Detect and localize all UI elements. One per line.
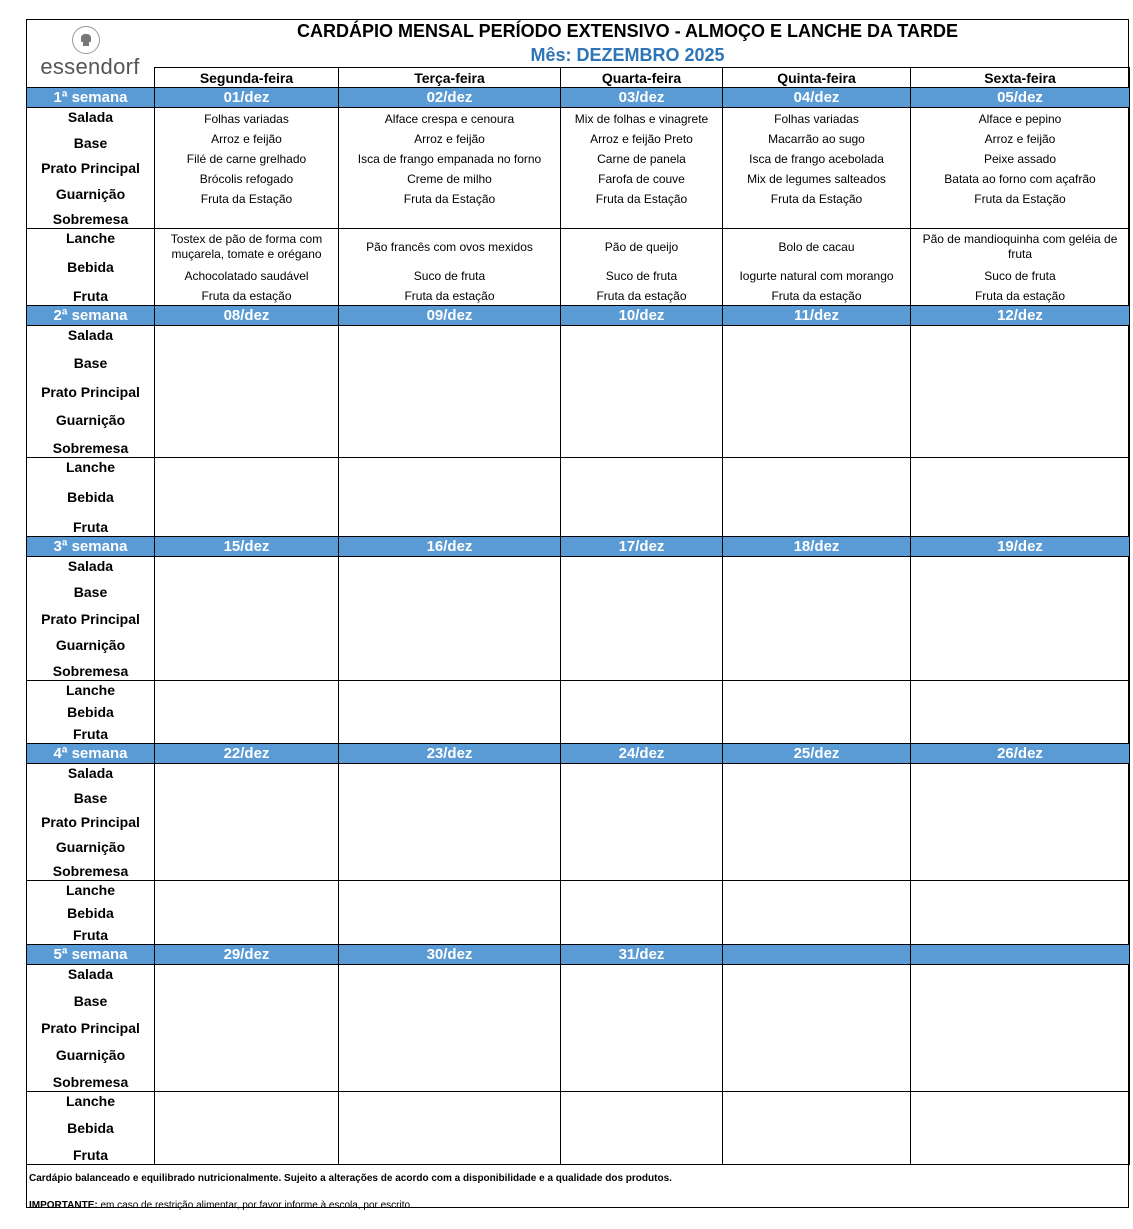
week-label: 1ª semana (27, 88, 155, 108)
label-sobremesa: Sobremesa (52, 863, 129, 879)
important-text: em caso de restrição alimentar, por favor informe à escola, por escrito. (97, 1200, 413, 1211)
snack-cell (339, 229, 561, 306)
label-lanche: Lanche (65, 882, 115, 898)
label-prato: Prato Principal (41, 814, 140, 830)
lunch-cell (723, 764, 911, 881)
label-sobremesa: Sobremesa (52, 211, 129, 227)
date-cell (911, 945, 1130, 965)
week-label: 4ª semana (27, 744, 155, 764)
date-cell: 08/dez (155, 306, 339, 326)
snack-cell (723, 681, 911, 744)
lunch-cell (911, 764, 1130, 881)
lunch-row (27, 326, 1130, 458)
lunch-row (27, 557, 1130, 681)
snack-labels (27, 881, 155, 945)
date-cell: 24/dez (561, 744, 723, 764)
date-cell (723, 945, 911, 965)
snack-cell (911, 1092, 1130, 1165)
fruit-item: Fruta da estação (201, 289, 292, 303)
date-cell: 11/dez (723, 306, 911, 326)
snack-cell (911, 458, 1130, 537)
menu-item: Creme de milho (407, 172, 492, 186)
menu-item: Fruta da Estação (595, 192, 688, 206)
date-cell: 10/dez (561, 306, 723, 326)
menu-item: Fruta da Estação (974, 192, 1066, 206)
lunch-cell (339, 965, 561, 1092)
fruit-item: Fruta da estação (771, 289, 862, 303)
menu-item: Alface crespa e cenoura (384, 112, 515, 126)
snack-cell (339, 881, 561, 945)
menu-item: Fruta da Estação (403, 192, 496, 206)
label-lanche: Lanche (65, 682, 115, 698)
date-cell: 03/dez (561, 88, 723, 108)
lunch-cell (723, 108, 911, 229)
snack-cell (911, 229, 1130, 306)
date-cell: 23/dez (339, 744, 561, 764)
lunch-cell (155, 557, 339, 681)
weekday-header-row (27, 68, 1130, 88)
fruit-item: Fruta da estação (974, 289, 1066, 303)
chef-hat-icon (72, 26, 100, 54)
lunch-cell (723, 965, 911, 1092)
date-cell: 19/dez (911, 537, 1130, 557)
snack-labels (27, 458, 155, 537)
snack-row (27, 881, 1130, 945)
label-salada: Salada (67, 966, 114, 982)
lunch-cell (561, 965, 723, 1092)
snack-cell (723, 458, 911, 537)
menu-item: Farofa de couve (598, 172, 685, 186)
snack-cell (339, 1092, 561, 1165)
brand-name: essendorf (40, 54, 140, 79)
drink-item: Iogurte natural com morango (739, 269, 894, 283)
label-guarnicao: Guarnição (55, 838, 126, 855)
lunch-cell (339, 557, 561, 681)
lunch-cell (723, 557, 911, 681)
lunch-cell (155, 326, 339, 458)
date-cell: 29/dez (155, 945, 339, 965)
label-guarnicao: Guarnição (55, 411, 126, 428)
menu-item: Arroz e feijão Preto (590, 132, 693, 146)
lunch-cell (155, 764, 339, 881)
week-label: 5ª semana (27, 945, 155, 965)
lunch-cell (723, 326, 911, 458)
menu-item: Arroz e feijão (211, 132, 282, 146)
lunch-cell (911, 326, 1130, 458)
snack-row (27, 229, 1130, 306)
snack-row (27, 1092, 1130, 1165)
date-cell: 04/dez (723, 88, 911, 108)
snack-item: Bolo de cacau (778, 239, 855, 254)
date-cell: 25/dez (723, 744, 911, 764)
lunch-cell (155, 965, 339, 1092)
snack-cell (339, 681, 561, 744)
date-cell: 26/dez (911, 744, 1130, 764)
snack-row (27, 681, 1130, 744)
lunch-row (27, 108, 1130, 229)
label-sobremesa: Sobremesa (52, 440, 129, 456)
menu-item: Mix de folhas e vinagrete (574, 112, 709, 126)
weekday-header: Terça-feira (339, 68, 561, 88)
menu-item: Batata ao forno com açafrão (944, 172, 1096, 186)
snack-cell (155, 681, 339, 744)
menu-item: Fruta da Estação (770, 192, 863, 206)
snack-cell (911, 681, 1130, 744)
label-sobremesa: Sobremesa (52, 1074, 129, 1090)
snack-cell (339, 458, 561, 537)
menu-item: Brócolis refogado (199, 172, 294, 186)
date-cell: 09/dez (339, 306, 561, 326)
snack-item: Pão francês com ovos mexidos (366, 239, 533, 254)
date-cell: 15/dez (155, 537, 339, 557)
weekday-header: Quinta-feira (723, 68, 911, 88)
header-corner (27, 68, 155, 88)
label-base: Base (73, 134, 108, 151)
label-prato: Prato Principal (41, 383, 140, 400)
label-lanche: Lanche (65, 230, 115, 246)
label-prato: Prato Principal (41, 160, 140, 176)
lunch-labels (27, 965, 155, 1092)
label-fruta: Fruta (73, 288, 108, 304)
lunch-cell (339, 764, 561, 881)
menu-item: Isca de frango empanada no forno (357, 152, 542, 166)
week-row (27, 537, 1130, 557)
snack-labels (27, 1092, 155, 1165)
label-salada: Salada (67, 558, 114, 574)
label-guarnicao: Guarnição (55, 1047, 126, 1063)
menu-item: Isca de frango acebolada (749, 152, 884, 166)
snack-cell (723, 229, 911, 306)
label-bebida: Bebida (67, 489, 114, 505)
label-fruta: Fruta (73, 1147, 108, 1163)
weekday-header: Sexta-feira (911, 68, 1130, 88)
label-base: Base (73, 789, 108, 806)
drink-item: Suco de fruta (984, 269, 1056, 283)
label-prato: Prato Principal (41, 1020, 140, 1036)
label-fruta: Fruta (73, 726, 108, 742)
label-fruta: Fruta (73, 519, 108, 535)
page-title: CARDÁPIO MENSAL PERÍODO EXTENSIVO - ALMOÇO E LANCHE DA TARDE (296, 21, 959, 41)
lunch-cell (339, 326, 561, 458)
menu-item: Arroz e feijão (984, 132, 1056, 146)
snack-item: Tostex de pão de forma com muçarela, tomate e orégano (170, 232, 323, 261)
label-salada: Salada (67, 109, 114, 125)
label-lanche: Lanche (65, 459, 115, 475)
date-cell: 16/dez (339, 537, 561, 557)
lunch-labels (27, 557, 155, 681)
snack-cell (561, 881, 723, 945)
lunch-labels (27, 108, 155, 229)
menu-item: Alface e pepino (978, 112, 1062, 126)
week-row (27, 945, 1130, 965)
week-label: 2ª semana (27, 306, 155, 326)
snack-cell (155, 458, 339, 537)
date-cell: 12/dez (911, 306, 1130, 326)
date-cell: 30/dez (339, 945, 561, 965)
snack-cell (561, 681, 723, 744)
snack-cell (561, 458, 723, 537)
lunch-labels (27, 764, 155, 881)
footer-important (29, 1200, 413, 1211)
menu-table (26, 67, 1130, 1165)
label-sobremesa: Sobremesa (52, 663, 129, 679)
snack-labels (27, 681, 155, 744)
label-bebida: Bebida (67, 1120, 114, 1136)
footer-note: Cardápio balanceado e equilibrado nutricionalmente. Sujeito a alterações de acordo com a disponibilidade e a qualidade dos produtos. (29, 1173, 672, 1184)
label-prato: Prato Principal (41, 610, 140, 627)
label-bebida: Bebida (67, 904, 114, 921)
lunch-cell (561, 557, 723, 681)
lunch-cell (155, 108, 339, 229)
lunch-cell (561, 326, 723, 458)
page-subtitle: Mês: DEZEMBRO 2025 (530, 45, 725, 65)
lunch-cell (339, 108, 561, 229)
date-cell: 17/dez (561, 537, 723, 557)
menu-item: Filé de carne grelhado (186, 152, 307, 166)
snack-item: Pão de mandioquinha com geléia de fruta (922, 232, 1118, 261)
snack-item: Pão de queijo (604, 239, 679, 254)
fruit-item: Fruta da estação (404, 289, 495, 303)
menu-item: Folhas variadas (204, 112, 289, 126)
important-label: IMPORTANTE: (29, 1200, 98, 1211)
lunch-row (27, 764, 1130, 881)
lunch-labels (27, 326, 155, 458)
menu-item: Arroz e feijão (414, 132, 485, 146)
lunch-cell (911, 108, 1130, 229)
weekday-header: Segunda-feira (155, 68, 339, 88)
menu-item: Mix de legumes salteados (747, 172, 886, 186)
fruit-item: Fruta da estação (596, 289, 687, 303)
label-base: Base (73, 993, 108, 1009)
snack-cell (723, 1092, 911, 1165)
snack-cell (155, 229, 339, 306)
label-base: Base (73, 584, 108, 601)
menu-item: Peixe assado (983, 152, 1057, 166)
menu-item: Macarrão ao sugo (768, 132, 865, 146)
week-row (27, 306, 1130, 326)
date-cell: 01/dez (155, 88, 339, 108)
week-row (27, 744, 1130, 764)
snack-cell (561, 229, 723, 306)
menu-item: Carne de panela (597, 152, 686, 166)
date-cell: 18/dez (723, 537, 911, 557)
menu-item: Fruta da Estação (200, 192, 293, 206)
label-guarnicao: Guarnição (55, 636, 126, 653)
week-row (27, 88, 1130, 108)
snack-cell (723, 881, 911, 945)
label-salada: Salada (67, 765, 114, 781)
snack-labels (27, 229, 155, 306)
drink-item: Achocolatado saudável (184, 269, 309, 283)
lunch-row (27, 965, 1130, 1092)
lunch-cell (911, 557, 1130, 681)
snack-cell (155, 1092, 339, 1165)
snack-cell (911, 881, 1130, 945)
date-cell: 31/dez (561, 945, 723, 965)
label-fruta: Fruta (73, 927, 108, 943)
snack-cell (561, 1092, 723, 1165)
label-salada: Salada (67, 327, 114, 343)
label-lanche: Lanche (65, 1093, 115, 1109)
snack-row (27, 458, 1130, 537)
week-label: 3ª semana (27, 537, 155, 557)
drink-item: Suco de fruta (605, 269, 678, 283)
date-cell: 02/dez (339, 88, 561, 108)
date-cell: 05/dez (911, 88, 1130, 108)
menu-item: Folhas variadas (774, 112, 859, 126)
weekday-header: Quarta-feira (561, 68, 723, 88)
lunch-cell (561, 108, 723, 229)
label-bebida: Bebida (67, 259, 114, 275)
label-base: Base (73, 355, 108, 372)
label-bebida: Bebida (67, 704, 114, 720)
label-guarnicao: Guarnição (55, 185, 126, 202)
lunch-cell (911, 965, 1130, 1092)
date-cell: 22/dez (155, 744, 339, 764)
drink-item: Suco de fruta (413, 269, 486, 283)
lunch-cell (561, 764, 723, 881)
snack-cell (155, 881, 339, 945)
